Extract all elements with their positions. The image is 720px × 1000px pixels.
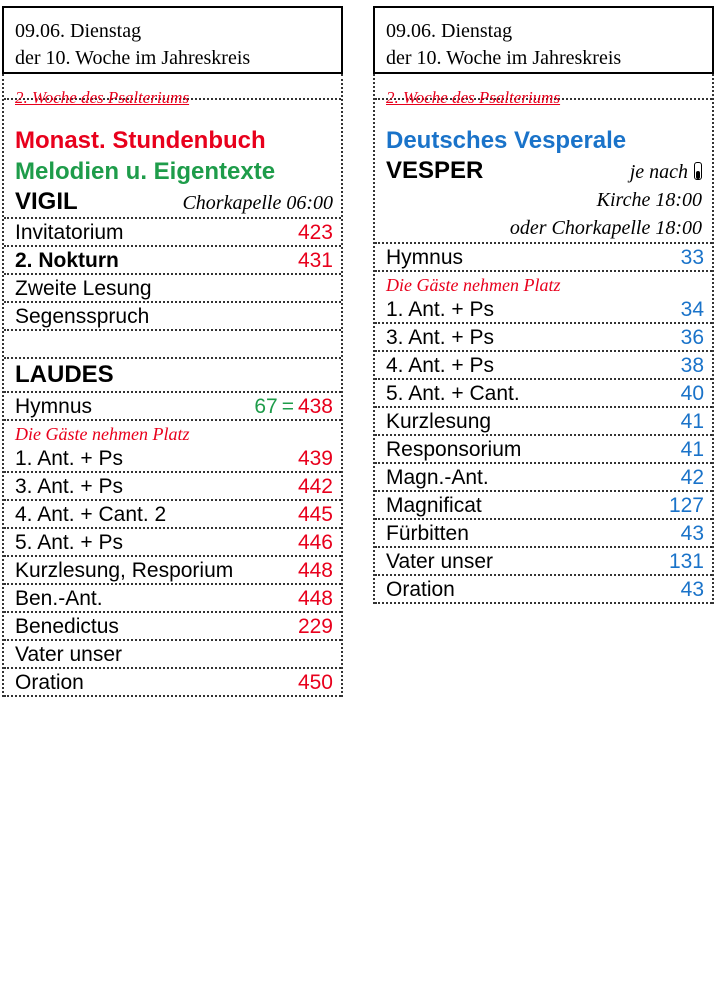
date-line: 09.06. Dienstag xyxy=(15,20,142,42)
list-item xyxy=(4,501,341,529)
list-item xyxy=(375,380,712,408)
list-item xyxy=(375,296,712,324)
list-item xyxy=(4,219,341,247)
item-number: 131 xyxy=(668,550,704,573)
list-item xyxy=(4,669,341,697)
item-label: Segensspruch xyxy=(15,305,150,328)
list-item xyxy=(375,352,712,380)
vigil-heading xyxy=(4,187,341,219)
vesper-heading xyxy=(375,156,712,186)
item-number: 438 xyxy=(297,395,333,418)
list-item xyxy=(4,585,341,613)
list-item xyxy=(375,436,712,464)
item-label: Magn.-Ant. xyxy=(386,466,489,489)
item-label: 1. Ant. + Ps xyxy=(15,447,123,470)
book-subtitle: Melodien u. Eigentexte xyxy=(15,158,276,185)
equals-sign: = xyxy=(281,395,294,418)
hymnus-row xyxy=(375,244,712,270)
item-number: 439 xyxy=(297,447,333,470)
psalter-week: 2. Woche des Psalteriums xyxy=(375,74,712,100)
item-label: 5. Ant. + Ps xyxy=(15,531,123,554)
list-item xyxy=(4,557,341,585)
item-number: 41 xyxy=(680,410,704,433)
list-item xyxy=(375,576,712,604)
item-label: 1. Ant. + Ps xyxy=(386,298,494,321)
list-item xyxy=(375,492,712,520)
guest-note: Die Gäste nehmen Platz xyxy=(386,275,561,295)
list-item xyxy=(4,275,341,303)
psalter-week: 2. Woche des Psalteriums xyxy=(4,74,341,100)
item-number: 38 xyxy=(680,354,704,377)
time-chapel: oder Chorkapelle 18:00 xyxy=(375,214,712,244)
list-item xyxy=(375,548,712,576)
item-number: 445 xyxy=(297,503,333,526)
item-number-green: 67 xyxy=(254,395,278,418)
item-label: Oration xyxy=(386,578,455,601)
left-body xyxy=(2,74,343,697)
book-title: Monast. Stundenbuch xyxy=(15,127,266,154)
item-label: Vater unser xyxy=(15,643,122,666)
week-line: der 10. Woche im Jahreskreis xyxy=(15,47,251,69)
item-label: Kurzlesung, Resporium xyxy=(15,559,234,582)
item-label: Zweite Lesung xyxy=(15,277,152,300)
vesper-name: VESPER xyxy=(386,157,484,184)
right-body xyxy=(373,74,714,604)
list-item xyxy=(375,324,712,352)
item-label: Hymnus xyxy=(386,246,464,269)
item-label: Ben.-Ant. xyxy=(15,587,103,610)
item-label: Oration xyxy=(15,671,84,694)
item-label: Magnificat xyxy=(386,494,482,517)
item-number: 448 xyxy=(297,587,333,610)
item-number: 229 xyxy=(297,615,333,638)
hymnus-row xyxy=(4,393,341,419)
list-item xyxy=(375,464,712,492)
item-label: 5. Ant. + Cant. xyxy=(386,382,520,405)
list-item xyxy=(4,641,341,669)
time-church: Kirche 18:00 xyxy=(596,189,702,211)
je-nach: je nach xyxy=(629,161,688,183)
week-line: der 10. Woche im Jahreskreis xyxy=(386,47,622,69)
list-item xyxy=(4,303,341,331)
vigil-time: Chorkapelle 06:00 xyxy=(182,192,333,214)
item-number: 450 xyxy=(297,671,333,694)
date-header xyxy=(2,6,343,74)
item-label: Kurzlesung xyxy=(386,410,492,433)
guest-note: Die Gäste nehmen Platz xyxy=(15,424,190,444)
book-title: Deutsches Vesperale xyxy=(386,127,627,154)
item-label: 2. Nokturn xyxy=(15,249,119,272)
item-number: 42 xyxy=(680,466,704,489)
laudes-heading: LAUDES xyxy=(4,359,341,393)
item-number: 423 xyxy=(297,221,333,244)
item-number: 43 xyxy=(680,522,704,545)
thermometer-icon xyxy=(694,162,702,180)
item-label: Responsorium xyxy=(386,438,522,461)
item-label: Hymnus xyxy=(15,395,93,418)
item-number: 41 xyxy=(680,438,704,461)
date-line: 09.06. Dienstag xyxy=(386,20,513,42)
right-column xyxy=(373,6,714,604)
list-item xyxy=(4,529,341,557)
item-number: 33 xyxy=(680,246,704,269)
item-number: 446 xyxy=(297,531,333,554)
item-label: Fürbitten xyxy=(386,522,469,545)
item-number: 36 xyxy=(680,326,704,349)
left-column xyxy=(2,6,343,697)
item-number: 127 xyxy=(668,494,704,517)
item-label: 3. Ant. + Ps xyxy=(386,326,494,349)
item-number: 442 xyxy=(297,475,333,498)
list-item xyxy=(4,613,341,641)
item-label: 4. Ant. + Cant. 2 xyxy=(15,503,167,526)
item-number: 34 xyxy=(680,298,704,321)
vigil-name: VIGIL xyxy=(15,188,78,215)
item-label: Benedictus xyxy=(15,615,119,638)
item-label: Invitatorium xyxy=(15,221,124,244)
item-number: 448 xyxy=(297,559,333,582)
list-item xyxy=(375,520,712,548)
item-label: 3. Ant. + Ps xyxy=(15,475,123,498)
item-number: 40 xyxy=(680,382,704,405)
list-item xyxy=(4,473,341,501)
item-label: Vater unser xyxy=(386,550,493,573)
date-header xyxy=(373,6,714,74)
item-label: 4. Ant. + Ps xyxy=(386,354,494,377)
item-number: 431 xyxy=(297,249,333,272)
list-item xyxy=(375,408,712,436)
list-item xyxy=(4,247,341,275)
item-number: 43 xyxy=(680,578,704,601)
list-item xyxy=(4,445,341,473)
